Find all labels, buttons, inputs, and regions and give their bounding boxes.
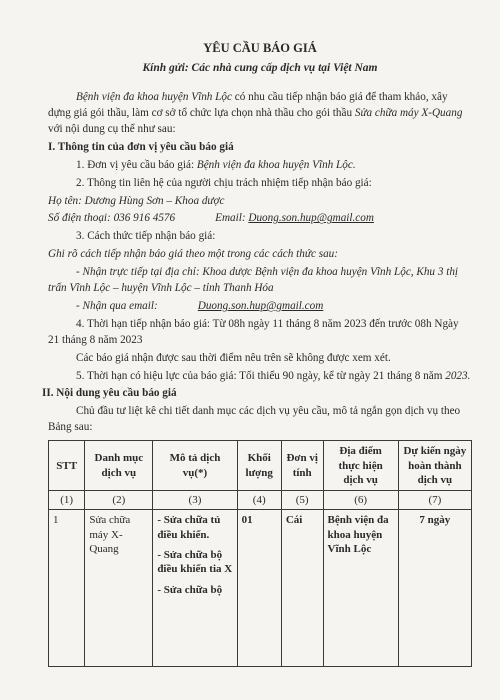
item-3-email (48, 299, 472, 315)
cell-quantity: 01 (237, 510, 281, 667)
header-location: Địa điểm thực hiện dịch vụ (323, 441, 398, 491)
col-number: (7) (398, 491, 471, 510)
item-3-email-link[interactable]: Duong.son.hup@gmail.com (197, 299, 324, 312)
item-5-text: 5. Thời hạn có hiệu lực của báo giá: Tối thiểu 90 ngày, kể từ ngày 21 tháng 8 năm (76, 369, 446, 382)
item-4: 4. Thời hạn tiếp nhận báo giá: Từ 08h ngày 11 tháng 8 năm 2023 đến trước 08h Ngày 21 tháng 8 năm 2023 (48, 317, 459, 346)
document-title: YÊU CẦU BÁO GIÁ (203, 41, 317, 55)
table-row (49, 510, 472, 667)
header-description: Mô tả dịch vụ(*) (153, 441, 237, 491)
col-number: (1) (49, 491, 85, 510)
intro-text: có nhu cầu tiếp nhận báo giá để tham khảo, xây dựng giá gói thầu, làm cơ sở tổ chức lựa chọn nhà thầu cho gói thầu (48, 91, 448, 119)
item-1-value: Bệnh viện đa khoa huyện Vĩnh Lộc. (196, 158, 356, 171)
header-quantity: Khối lượng (237, 441, 281, 491)
item-3-note: Ghi rõ cách tiếp nhận báo giá theo một trong các cách thức sau: (48, 248, 338, 261)
cell-completion: 7 ngày (398, 510, 471, 667)
item-1 (48, 158, 472, 174)
col-number: (4) (237, 491, 281, 510)
contact-email-label: Email: (215, 212, 249, 225)
item-2: 2. Thông tin liên hệ của người chịu trách nhiệm tiếp nhận báo giá: (76, 176, 372, 189)
cell-unit: Cái (281, 510, 323, 667)
header-stt: STT (49, 441, 85, 491)
section-2-heading: II. Nội dung yêu cầu báo giá (42, 387, 177, 400)
table-number-row (49, 491, 472, 510)
col-number: (2) (85, 491, 153, 510)
table-header-row (49, 441, 472, 491)
service-table (48, 440, 472, 667)
late-note: Các báo giá nhận được sau thời điểm nêu trên sẽ không được xem xét. (76, 351, 391, 364)
header-unit: Đơn vị tính (281, 441, 323, 491)
description-item: - Sửa chữa tủ điều khiển. (157, 514, 221, 541)
intro-end: với nội dung cụ thể như sau: (48, 122, 176, 135)
col-number: (6) (323, 491, 398, 510)
item-3: 3. Cách thức tiếp nhận báo giá: (76, 230, 216, 243)
col-number: (5) (281, 491, 323, 510)
cell-stt: 1 (49, 510, 85, 667)
header-service: Danh mục dịch vụ (85, 441, 153, 491)
item-1-label: 1. Đơn vị yêu cầu báo giá: (76, 158, 197, 171)
contact-name: Họ tên: Dương Hùng Sơn – Khoa dược (48, 194, 225, 207)
contact-email-link[interactable]: Duong.son.hup@gmail.com (248, 212, 374, 225)
contact-phone-email (48, 211, 472, 227)
item-5-year: 2023. (445, 369, 471, 382)
recipient-line: Kính gửi: Các nhà cung cấp dịch vụ tại Việt Nam (142, 61, 378, 74)
item-5 (48, 369, 472, 385)
contact-phone: Số điện thoại: 036 916 4576 (48, 212, 176, 225)
hospital-name: Bệnh viện đa khoa huyện Vĩnh Lộc (76, 91, 232, 104)
description-item: - Sửa chữa bộ điều khiển tia X (157, 548, 233, 576)
cell-service: Sửa chữa máy X-Quang (85, 510, 153, 667)
col-number: (3) (153, 491, 237, 510)
section-2-intro: Chủ đầu tư liệt kê chi tiết danh mục các dịch vụ yêu cầu, mô tả ngắn gọn dịch vụ theo Bảng sau: (48, 405, 461, 434)
intro-paragraph (48, 90, 472, 138)
item-3-direct: - Nhận trực tiếp tại địa chỉ: Khoa dược Bệnh viện đa khoa huyện Vĩnh Lộc, Khu 3 thị trấn Vĩnh Lộc – huyện Vĩnh Lộc – tỉnh Thanh Hóa (48, 266, 459, 295)
cell-location: Bệnh viện đa khoa huyện Vĩnh Lộc (323, 510, 398, 667)
header-completion: Dự kiến ngày hoàn thành dịch vụ (398, 441, 471, 491)
section-1-heading: I. Thông tin của đơn vị yêu cầu báo giá (48, 140, 234, 153)
item-3-email-label: - Nhận qua email: (76, 299, 158, 312)
package-name: Sửa chữa máy X-Quang (354, 106, 463, 119)
cell-description (153, 510, 237, 667)
description-item: - Sửa chữa bộ (157, 583, 223, 596)
